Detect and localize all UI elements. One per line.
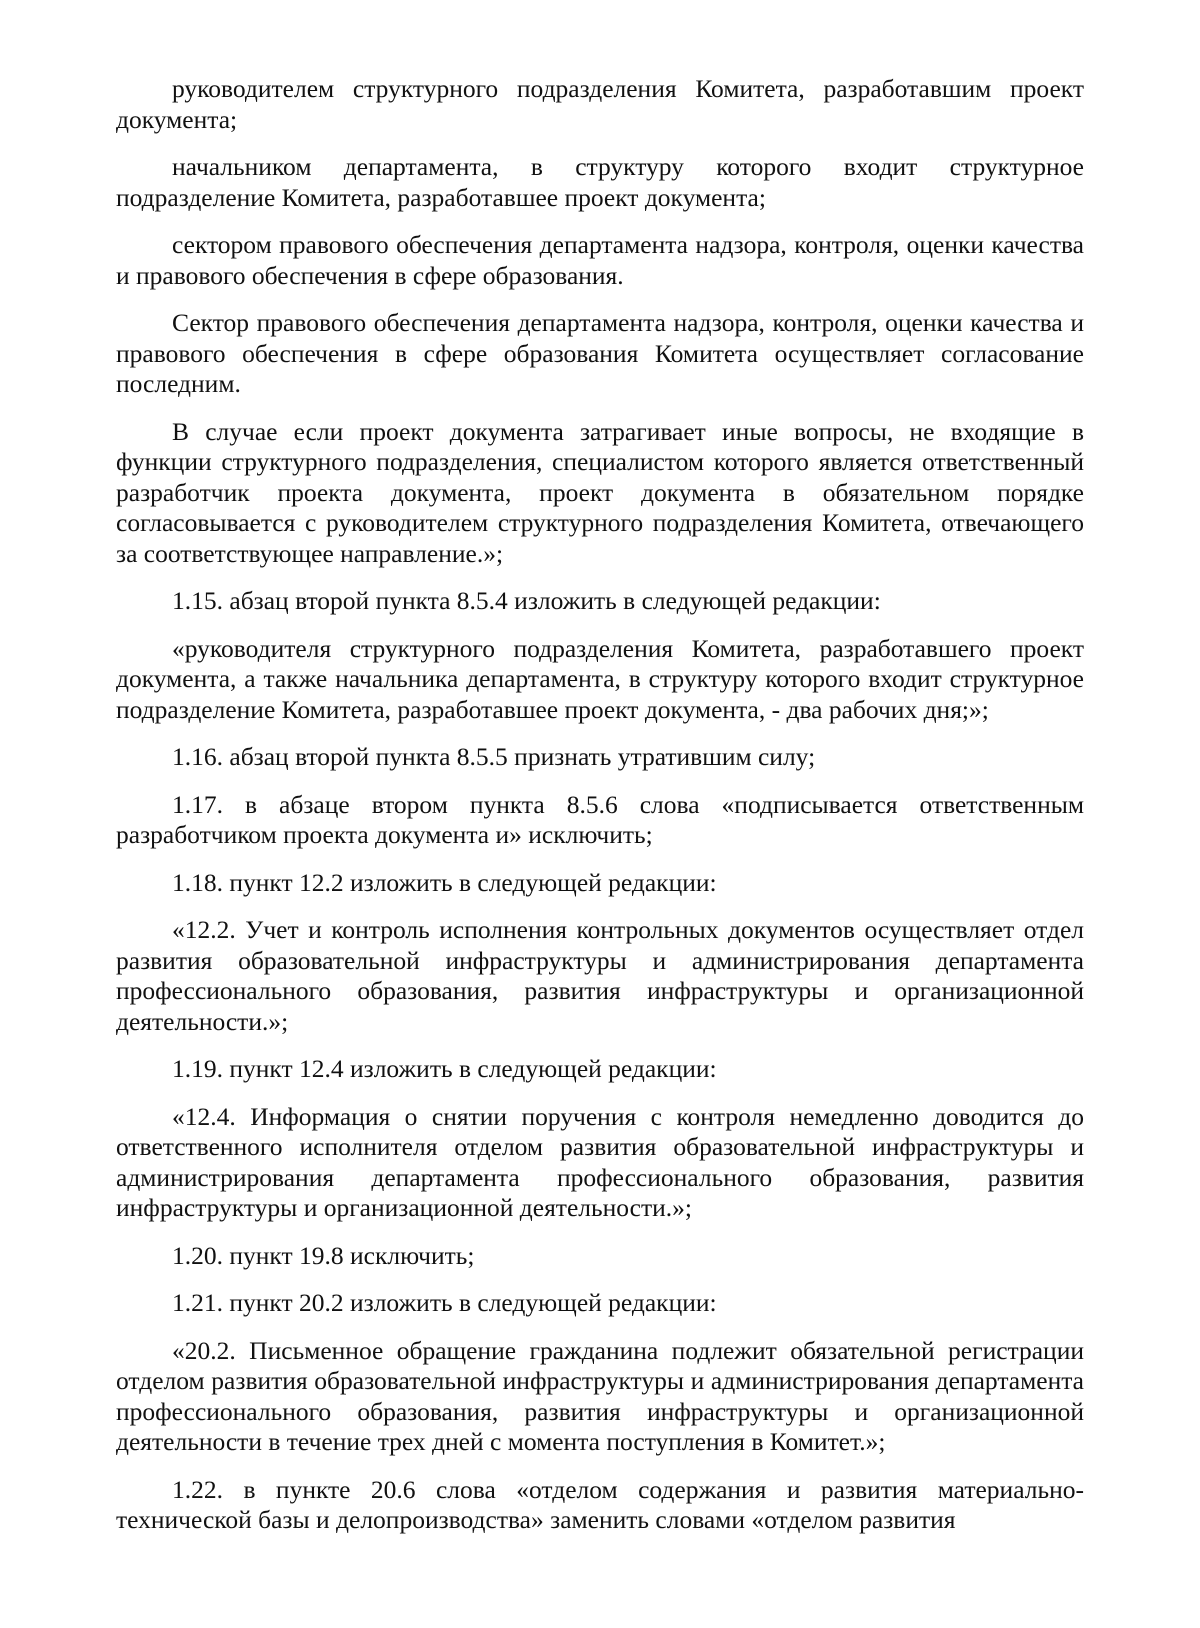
- paragraph-legal-sector-last: Сектор правового обеспечения департамента надзора, контроля, оценки качества и правового обеспечения в сфере образования Комитета осуществляет согласование последним.: [116, 308, 1084, 398]
- paragraph-item-1-18: 1.18. пункт 12.2 изложить в следующей редакции:: [172, 867, 717, 897]
- paragraph-approval-department-head: начальником департамента, в структуру которого входит структурное подразделение Комитета, разработавшее проект документа;: [116, 152, 1084, 212]
- paragraph-other-questions: В случае если проект документа затрагивает иные вопросы, не входящие в функции структурного подразделения, специалистом которого является ответственный разработчик проекта документа, проект документа в обязательном порядке согласовывается с руководителем структурного подразделения Комитета, отвечающего за соответствующее направление.»;: [116, 416, 1084, 568]
- paragraph-item-1-16: 1.16. абзац второй пункта 8.5.5 признать утратившим силу;: [172, 742, 816, 771]
- paragraph-item-1-15-text: «руководителя структурного подразделения Комитета, разработавшего проект документа, а также начальника департамента, в структуру которого входит структурное подразделение Комитета, разработавшее проект документа, - два рабочих дня;»;: [116, 633, 1084, 724]
- paragraph-item-1-15: 1.15. абзац второй пункта 8.5.4 изложить в следующей редакции:: [172, 586, 881, 615]
- paragraph-item-12-4-text: «12.4. Информация о снятии поручения с контроля немедленно доводится до ответственного исполнителя отделом развития образовательной инфраструктуры и администрирования департамента профессионального образования, развития инфраструктуры и организационной деятельности.»;: [116, 1101, 1084, 1222]
- paragraph-item-1-20: 1.20. пункт 19.8 исключить;: [172, 1240, 475, 1270]
- document-page: [116, 74, 1084, 1553]
- paragraph-approval-legal-sector: сектором правового обеспечения департамента надзора, контроля, оценки качества и правового обеспечения в сфере образования.: [116, 230, 1084, 290]
- paragraph-item-12-2-text: «12.2. Учет и контроль исполнения контрольных документов осуществляет отдел развития образовательной инфраструктуры и администрирования департамента профессионального образования, развития инфраструктуры и организационной деятельности.»;: [116, 915, 1084, 1036]
- paragraph-item-1-21: 1.21. пункт 20.2 изложить в следующей редакции:: [172, 1288, 717, 1317]
- paragraph-item-1-19: 1.19. пункт 12.4 изложить в следующей редакции:: [172, 1054, 717, 1083]
- paragraph-item-1-17: 1.17. в абзаце втором пункта 8.5.6 слова «подписывается ответственным разработчиком проекта документа и» исключить;: [116, 789, 1084, 849]
- paragraph-item-1-22: 1.22. в пункте 20.6 слова «отделом содержания и развития материально-технической базы и делопроизводства» заменить словами «отделом развития: [116, 1474, 1084, 1534]
- paragraph-approval-head: руководителем структурного подразделения Комитета, разработавшим проект документа;: [116, 74, 1084, 134]
- paragraph-item-20-2-text: «20.2. Письменное обращение гражданина подлежит обязательной регистрации отделом развития образовательной инфраструктуры и администрирования департамента профессионального образования, развития инфраструктуры и организационной деятельности в течение трех дней с момента поступления в Комитет.»;: [116, 1335, 1084, 1456]
